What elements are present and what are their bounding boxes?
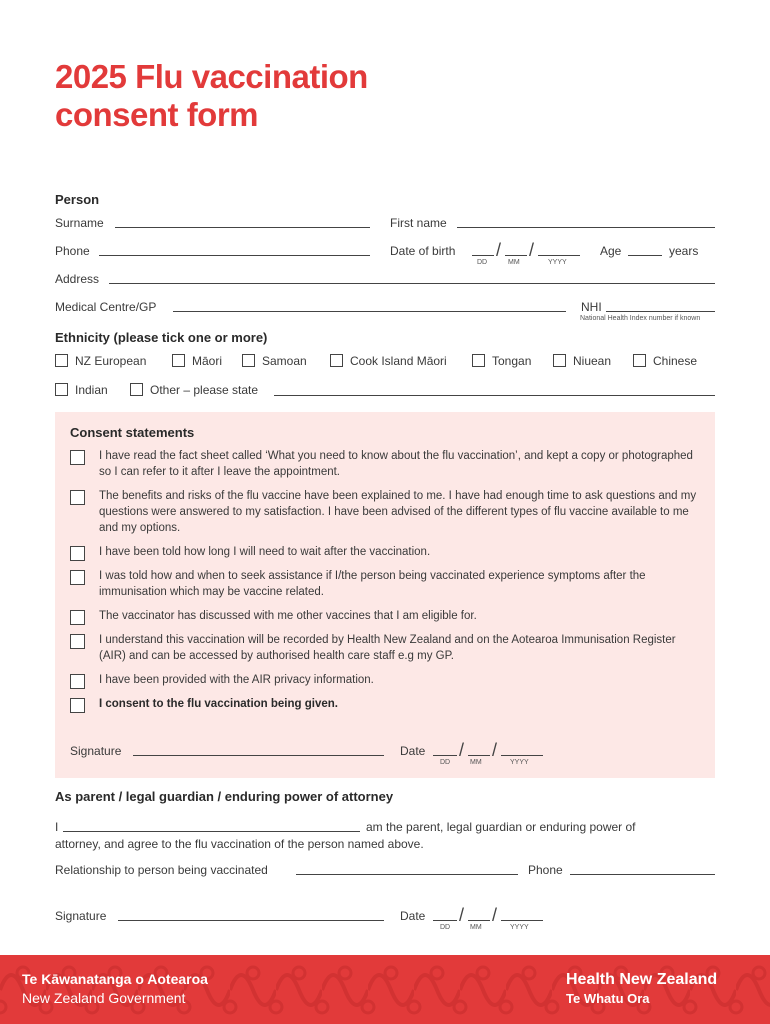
dob-yyyy-hint: YYYY	[548, 259, 567, 266]
consent-date-slash-1: /	[459, 740, 465, 760]
address-field[interactable]	[109, 283, 715, 284]
guardian-statement-b: attorney, and agree to the flu vaccination of the person named above.	[55, 837, 424, 851]
consent-checkbox-7[interactable]	[70, 674, 85, 689]
consent-checkbox-6[interactable]	[70, 634, 85, 649]
guardian-signature-label: Signature	[55, 909, 107, 923]
consent-date-day-field[interactable]	[433, 755, 457, 756]
consent-statement-8: I consent to the flu vaccination being given.	[99, 698, 338, 710]
consent-statement-1: I have read the fact sheet called ‘What you need to know about the flu vaccination’, and kept a copy or photographed so I can refer to it after I leave the appointment.	[99, 450, 693, 478]
consent-checkbox-5[interactable]	[70, 610, 85, 625]
ethnicity-chinese-checkbox[interactable]	[633, 354, 646, 367]
consent-statement-6: I understand this vaccination will be recorded by Health New Zealand and on the Aotearoa Immunisation Register (AIR) and can be accessed by authorised health care staff e.g my GP.	[99, 634, 676, 662]
guardian-i-label: I	[55, 820, 59, 834]
ethnicity-other-checkbox[interactable]	[130, 383, 143, 396]
guardian-signature-field[interactable]	[118, 920, 384, 921]
ethnicity-samoan-label: Samoan	[262, 354, 307, 368]
nhi-field[interactable]	[606, 311, 715, 312]
guardian-date-slash-1: /	[459, 905, 465, 925]
guardian-date-yyyy-hint: YYYY	[510, 924, 529, 931]
ethnicity-heading: Ethnicity (please tick one or more)	[55, 330, 268, 345]
guardian-date-day-field[interactable]	[433, 920, 457, 921]
age-label: Age	[600, 244, 622, 258]
guardian-statement-a: am the parent, legal guardian or enduring power of	[366, 820, 636, 834]
ethnicity-tongan-label: Tongan	[492, 354, 532, 368]
form-title-line1: 2025 Flu vaccination	[55, 58, 368, 95]
phone-label: Phone	[55, 244, 90, 258]
dob-label: Date of birth	[390, 244, 456, 258]
dob-dd-hint: DD	[477, 259, 488, 266]
consent-date-yyyy-hint: YYYY	[510, 759, 529, 766]
footer-banner	[0, 955, 770, 1024]
dob-year-field[interactable]	[538, 255, 580, 256]
consent-checkbox-2[interactable]	[70, 490, 85, 505]
ethnicity-maori-label: Māori	[192, 354, 223, 368]
first-name-field[interactable]	[457, 227, 715, 228]
dob-mm-hint: MM	[508, 259, 520, 266]
consent-checkbox-4[interactable]	[70, 570, 85, 585]
ethnicity-chinese-label: Chinese	[653, 354, 698, 368]
guardian-date-month-field[interactable]	[468, 920, 490, 921]
first-name-label: First name	[390, 216, 447, 230]
guardian-name-field[interactable]	[63, 831, 360, 832]
ethnicity-maori-checkbox[interactable]	[172, 354, 185, 367]
consent-checkbox-8[interactable]	[70, 698, 85, 713]
ethnicity-nz-european-label: NZ European	[75, 354, 147, 368]
dob-slash-2: /	[529, 240, 535, 260]
guardian-date-label: Date	[400, 909, 426, 923]
footer-gov-maori: Te Kāwanatanga o Aotearoa	[22, 971, 208, 987]
consent-date-slash-2: /	[492, 740, 498, 760]
phone-field[interactable]	[99, 255, 370, 256]
consent-signature-label: Signature	[70, 744, 122, 758]
consent-date-year-field[interactable]	[501, 755, 543, 756]
age-field[interactable]	[628, 255, 662, 256]
guardian-date-slash-2: /	[492, 905, 498, 925]
nhi-note: National Health Index number if known	[580, 315, 701, 322]
guardian-phone-label: Phone	[528, 863, 563, 877]
ethnicity-indian-checkbox[interactable]	[55, 383, 68, 396]
form-title	[55, 58, 368, 134]
surname-label: Surname	[55, 216, 104, 230]
nhi-label: NHI	[581, 300, 602, 314]
guardian-date-year-field[interactable]	[501, 920, 543, 921]
guardian-date-mm-hint: MM	[470, 924, 482, 931]
ethnicity-other-field[interactable]	[274, 395, 715, 396]
ethnicity-niuean-label: Niuean	[573, 354, 612, 368]
consent-statement-7: I have been provided with the AIR privacy information.	[99, 674, 374, 686]
consent-statement-2: The benefits and risks of the flu vaccine have been explained to me. I have had enough time to ask questions and my questions were answered to my satisfaction. I have been advised of the different types of flu vaccine available to me and my options.	[99, 490, 697, 534]
consent-date-label: Date	[400, 744, 426, 758]
consent-signature-field[interactable]	[133, 755, 384, 756]
person-heading: Person	[55, 192, 100, 207]
guardian-heading: As parent / legal guardian / enduring power of attorney	[55, 789, 394, 804]
consent-statement-4: I was told how and when to seek assistance if I/the person being vaccinated experience symptoms after the immunisation which may be vaccine related.	[99, 570, 646, 598]
ethnicity-indian-label: Indian	[75, 383, 108, 397]
surname-field[interactable]	[115, 227, 370, 228]
ethnicity-other-label: Other – please state	[150, 383, 259, 397]
ethnicity-samoan-checkbox[interactable]	[242, 354, 255, 367]
consent-date-mm-hint: MM	[470, 759, 482, 766]
ethnicity-cook-island-maori-label: Cook Island Māori	[350, 354, 447, 368]
relationship-field[interactable]	[296, 874, 518, 875]
footer-brand-maori: Te Whatu Ora	[566, 991, 650, 1006]
guardian-phone-field[interactable]	[570, 874, 715, 875]
ethnicity-cook-island-maori-checkbox[interactable]	[330, 354, 343, 367]
ethnicity-tongan-checkbox[interactable]	[472, 354, 485, 367]
consent-checkbox-1[interactable]	[70, 450, 85, 465]
consent-statement-3: I have been told how long I will need to wait after the vaccination.	[99, 546, 431, 558]
medical-centre-label: Medical Centre/GP	[55, 300, 157, 314]
consent-checkbox-3[interactable]	[70, 546, 85, 561]
ethnicity-niuean-checkbox[interactable]	[553, 354, 566, 367]
footer-brand: Health New Zealand	[566, 971, 718, 988]
consent-heading: Consent statements	[70, 425, 195, 440]
footer-gov-english: New Zealand Government	[22, 990, 186, 1006]
age-years-label: years	[669, 244, 699, 258]
form-title-line2: consent form	[55, 96, 259, 133]
address-label: Address	[55, 272, 100, 286]
dob-month-field[interactable]	[505, 255, 527, 256]
consent-date-dd-hint: DD	[440, 759, 451, 766]
guardian-date-dd-hint: DD	[440, 924, 451, 931]
ethnicity-nz-european-checkbox[interactable]	[55, 354, 68, 367]
consent-date-month-field[interactable]	[468, 755, 490, 756]
dob-slash-1: /	[496, 240, 502, 260]
relationship-label: Relationship to person being vaccinated	[55, 863, 268, 877]
consent-statement-5: The vaccinator has discussed with me other vaccines that I am eligible for.	[99, 610, 477, 622]
dob-day-field[interactable]	[472, 255, 494, 256]
medical-centre-field[interactable]	[173, 311, 566, 312]
